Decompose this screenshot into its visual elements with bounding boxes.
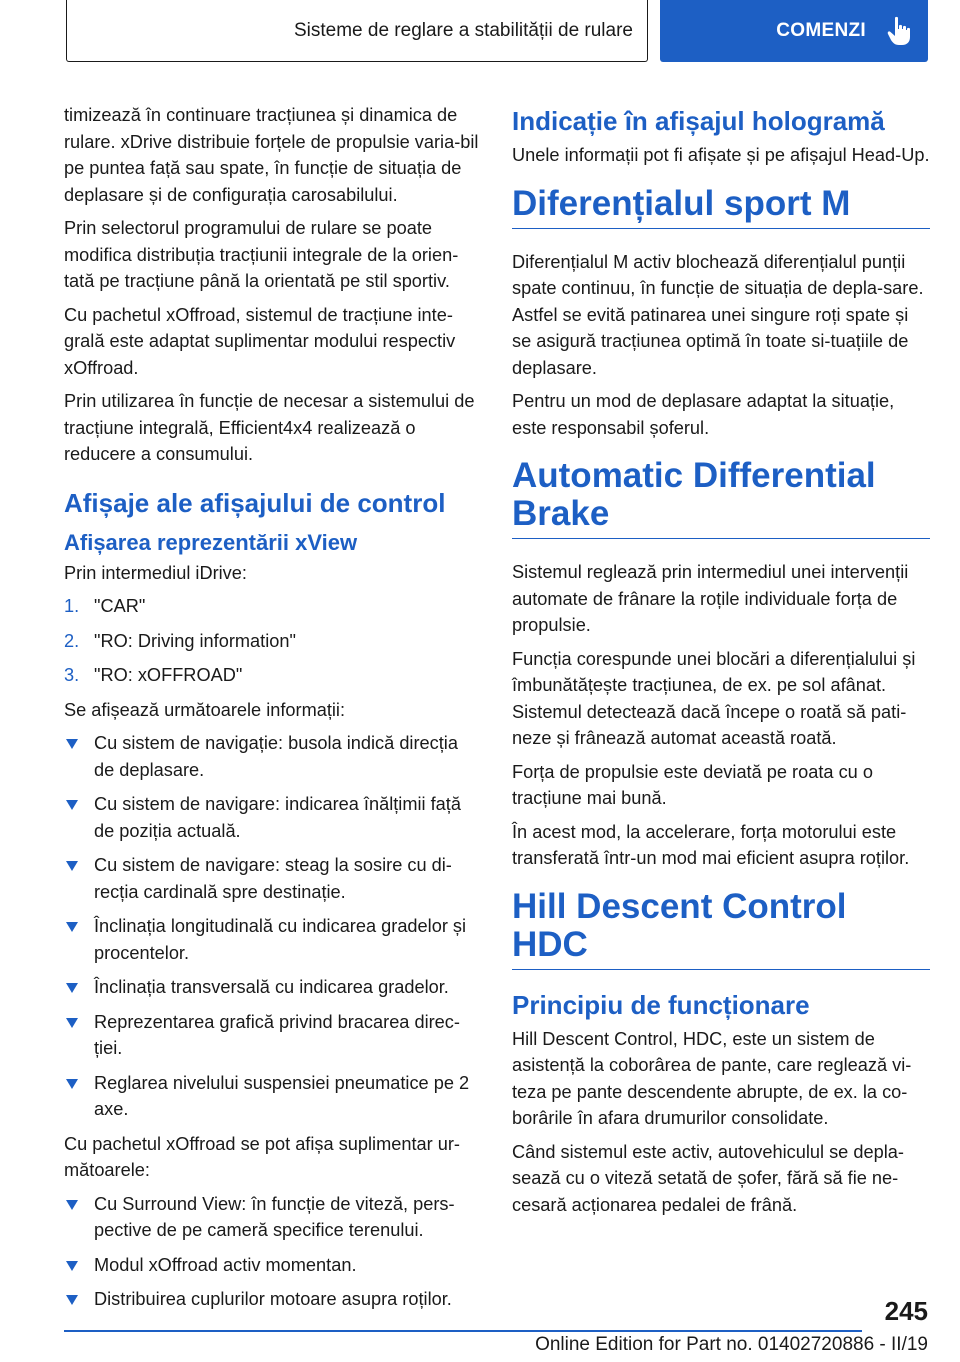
bullet-triangle-icon [66,1295,78,1305]
paragraph: Prin utilizarea în funcție de necesar a sistemului de tracțiune integrală, Efficient4x4 realizează o reducere a consumului. [64,391,475,464]
footer-edition: Online Edition for Part no. 01402720886 - II/19 [535,1334,928,1355]
paragraph: Sistemul reglează prin intermediul unei intervenții automate de frânare la roțile individuale forța de propulsie. [512,562,909,635]
paragraph: Hill Descent Control, HDC, este un sistem de asistență la coborârea de pante, care reglează vi-teza pe pante descendente abrupte, de ex. la co-borârile în afara drumurilor consolidate. [512,1028,912,1128]
bullet-text: Cu sistem de navigație: busola indică direcția de deplasare. [94,733,458,780]
bullet-text: Reglarea nivelului suspensiei pneumatice pe 2 axe. [94,1072,470,1119]
bullet-text: Reprezentarea grafică privind bracarea direc-ției. [94,1011,460,1058]
bullet-triangle-icon [66,1018,78,1028]
page-number: 245 [884,1296,928,1326]
step-text: "RO: xOFFROAD" [94,665,243,685]
bullet-text: Modul xOffroad activ momentan. [94,1254,357,1275]
bullet-text: Înclinația longitudinală cu indicarea gradelor și procentelor. [94,916,467,963]
bullet-triangle-icon [66,1261,78,1271]
bullet-triangle-icon [66,1200,78,1210]
bullet-list [64,730,480,1123]
bullet-text: Distribuirea cuplurilor motoare asupra roților. [94,1289,452,1309]
list-item [64,974,480,1001]
step-number: 3. [64,665,80,685]
list-item [64,852,480,905]
heading-adb: Automatic Differential Brake [512,457,930,539]
list-item [64,1252,480,1279]
heading-afisaje: Afișaje ale afișajului de control [64,487,446,518]
bullet-text: Cu Surround View: în funcție de viteză, pers-pective de pe cameră specifice terenului. [94,1193,455,1240]
paragraph: Prin selectorul programului de rulare se poate modifica distribuția tracțiunii integrale de la orien-tată pe tracțiune până la orientată pe stil sportiv. [64,218,459,291]
heading-xview: Afișarea reprezentării xView [64,529,358,555]
left-column [64,102,480,1321]
paragraph: Unele informații pot fi afișate și pe afișajul Head-Up. [512,145,930,165]
footer-divider [64,1330,862,1332]
list-item [64,791,480,844]
paragraph: Cu pachetul xOffroad, sistemul de tracțiune inte-grală este adaptat suplimentar modului respectiv xOffroad. [64,304,456,378]
header-tab-comenzi[interactable] [660,0,928,62]
step-number: 1. [64,596,80,616]
section-title: Sisteme de reglare a stabilității de rulare [293,19,633,41]
bullet-triangle-icon [66,922,78,932]
bullet-triangle-icon [66,983,78,993]
bullet-triangle-icon [66,739,78,749]
bullet-triangle-icon [66,800,78,810]
list-item [64,1070,480,1123]
heading-hdc: Hill Descent Control HDC [512,888,930,970]
bullet-triangle-icon [66,1079,78,1089]
step-list [64,593,480,689]
header-section-title [66,0,648,62]
list-item [64,593,480,620]
list-item [64,913,480,966]
right-column [512,102,930,1225]
list-item [64,662,480,689]
paragraph: Pentru un mod de deplasare adaptat la situație, este responsabil șoferul. [512,391,895,438]
paragraph: Se afișează următoarele informații: [64,699,346,720]
paragraph: Forța de propulsie este deviată pe roata cu o tracțiune mai bună. [512,761,873,808]
paragraph: Cu pachetul xOffroad se pot afișa suplimentar ur-mătoarele: [64,1133,460,1180]
bullet-text: Cu sistem de navigare: indicarea înălțimii față de poziția actuală. [94,794,461,841]
paragraph: Diferențialul M activ blochează diferențialul punții spate continuu, în funcție de situația de depla-sare. Astfel se evită patinarea unei singure roți spate și se asigură tracțiunea optimă în toate si-tuațiile de deplasare. [512,251,924,378]
list-item [64,730,480,783]
bullet-list [64,1191,480,1313]
pointing-hand-icon [886,16,914,46]
step-number: 2. [64,630,80,651]
step-text: "RO: Driving information" [94,630,296,651]
bullet-triangle-icon [66,861,78,871]
heading-principiu: Principiu de funcționare [512,989,810,1020]
heading-diferential-sport: Diferențialul sport M [512,185,930,229]
heading-hologram: Indicație în afișajul hologramă [512,106,885,136]
list-item [64,1009,480,1062]
tab-label: COMENZI [776,20,866,41]
paragraph: În acest mod, la accelerare, forța motorului este transferată într-un mod mai eficient asupra roților. [512,821,910,868]
paragraph: timizează în continuare tracțiunea și dinamica de rulare. xDrive distribuie forțele de propulsie varia-bil pe puntea față sau spate, în funcție de situația de deplasare și de configurația carosabilului. [64,105,479,205]
paragraph: Prin intermediul iDrive: [64,562,247,583]
paragraph: Funcția corespunde unei blocări a diferențialului și îmbunătățește tracțiunea, de ex. pe sol afânat. Sistemul detectează dacă începe o roată să pati-neze și frânează automat această roată. [512,648,916,748]
list-item [64,628,480,655]
list-item [64,1191,480,1244]
bullet-text: Înclinația transversală cu indicarea gradelor. [94,977,449,997]
paragraph: Când sistemul este activ, autovehiculul se depla-sează cu o viteză setată de șofer, fără să fie ne-cesară acționarea pedalei de frână. [512,1141,904,1215]
list-item [64,1286,480,1313]
step-text: "CAR" [94,596,146,616]
bullet-text: Cu sistem de navigare: steag la sosire cu di-recția cardinală spre destinație. [94,855,452,902]
